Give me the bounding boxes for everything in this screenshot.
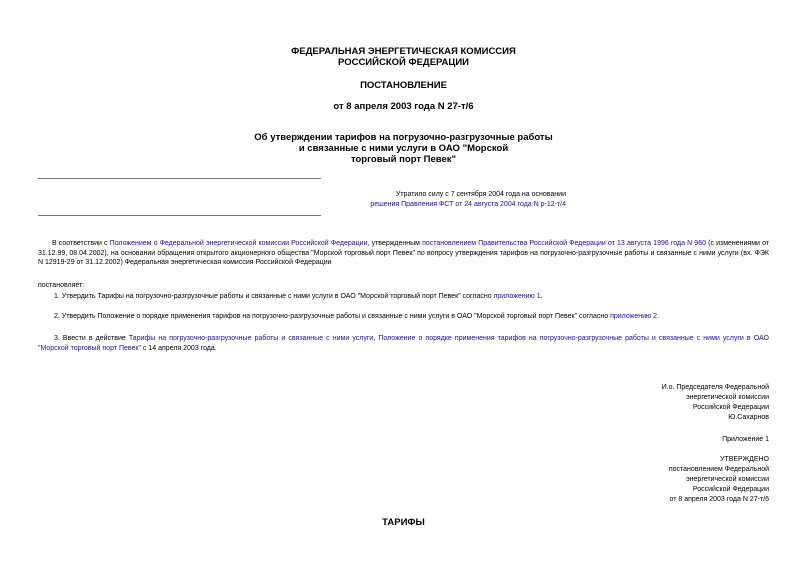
approval-line-3: Российской Федерации	[692, 486, 769, 493]
item-3-end: с 14 апреля 2003 года.	[140, 344, 217, 352]
tariffs-link[interactable]: Тарифы на погрузочно-разгрузочные работы и связанные с ними услуги	[128, 335, 374, 342]
status-note-text: Утратило силу с 7 сентября 2004 года на основании	[395, 191, 566, 198]
tariff-rules-link[interactable]: Положение о порядке применения тарифов на погрузочно-разгрузочные работы и связанные с ними услуги в ОАО "Морской торговый порт Певек"	[38, 335, 769, 352]
issuer-line-1: ФЕДЕРАЛЬНАЯ ЭНЕРГЕТИЧЕСКАЯ КОМИССИЯ	[291, 46, 516, 57]
appendix-2-link[interactable]: приложению 2	[610, 313, 658, 320]
preamble-text-3: (с изменениями от 31.12.99, 08.04.2002), на основании обращения открытого акционерного общества "Морской торговый порт Певек" по вопросу утверждения тарифов на погрузочно-разгрузочные работы и связанные с ними услуги (вх. ФЭК N 12919-29 от 31.12.2002) Федеральная энергетическая комиссия Российской Федерации	[38, 240, 770, 266]
item-2-text: 2. Утвердить Положение о порядке применения тарифов на погрузочно-разгрузочные работы и связанные с ними услуги в ОАО "Морской торговый порт Певек" согласно	[54, 313, 611, 320]
title-line-1: Об утверждении тарифов на погрузочно-разгрузочные работы	[254, 132, 553, 143]
approval-block	[669, 455, 769, 505]
item-1-text: 1. Утвердить Тарифы на погрузочно-разгрузочные работы и связанные с ними услуги в ОАО "Морской торговый порт Певек" согласно	[54, 293, 494, 300]
signature-line-1: И.о. Председателя Федеральной	[661, 384, 769, 391]
item-3-text: 3. Ввести в действие	[54, 335, 129, 342]
item-1	[38, 292, 769, 302]
divider-bottom	[38, 215, 321, 216]
signature-block	[662, 383, 769, 423]
preamble-paragraph	[38, 239, 769, 268]
document-title	[0, 132, 807, 165]
signature-line-2: энергетической комиссии	[686, 394, 769, 401]
divider-top	[38, 178, 321, 179]
item-1-end: .	[540, 293, 543, 300]
status-note	[38, 190, 566, 210]
title-line-3: торговый порт Певек"	[350, 154, 457, 165]
appendix-label: Приложение 1	[722, 436, 769, 443]
item-2-end: .	[657, 313, 660, 320]
section-title: ТАРИФЫ	[382, 517, 425, 528]
document-type: ПОСТАНОВЛЕНИЕ	[360, 80, 447, 91]
preamble-text-2: , утвержденным	[367, 240, 423, 247]
signatory-name: Ю.Сахарнов	[728, 414, 769, 421]
revocation-decision-link[interactable]: решения Правления ФСТ от 24 августа 2004 года N р-12-т/4	[370, 201, 566, 208]
preamble-text-1: В соответствии с	[52, 240, 110, 247]
document-date: от 8 апреля 2003 года N 27-т/6	[333, 101, 474, 112]
issuer-line-2: РОССИЙСКОЙ ФЕДЕРАЦИИ	[337, 57, 469, 68]
item-2	[38, 312, 769, 322]
title-line-2: и связанные с ними услуги в ОАО "Морской	[298, 143, 509, 154]
resolves-label: постановляет:	[38, 282, 85, 289]
signature-line-3: Российской Федерации	[692, 404, 769, 411]
approval-line-2: энергетической комиссии	[686, 476, 769, 483]
item-3-sep: ,	[373, 335, 379, 342]
approval-line-4: от 8 апреля 2003 года N 27-т/6	[669, 496, 769, 503]
item-3	[38, 334, 769, 353]
issuer-heading	[0, 46, 807, 68]
approved-stamp: УТВЕРЖДЕНО	[719, 456, 769, 463]
government-decree-link[interactable]: постановлением Правительства Российской Федерации от 13 августа 1996 года N 960	[422, 240, 706, 247]
appendix-1-link[interactable]: приложению 1	[493, 293, 541, 300]
fek-regulation-link[interactable]: Положением о Федеральной энергетической комиссии Российской Федерации	[109, 240, 368, 247]
approval-line-1: постановлением Федеральной	[668, 466, 769, 473]
